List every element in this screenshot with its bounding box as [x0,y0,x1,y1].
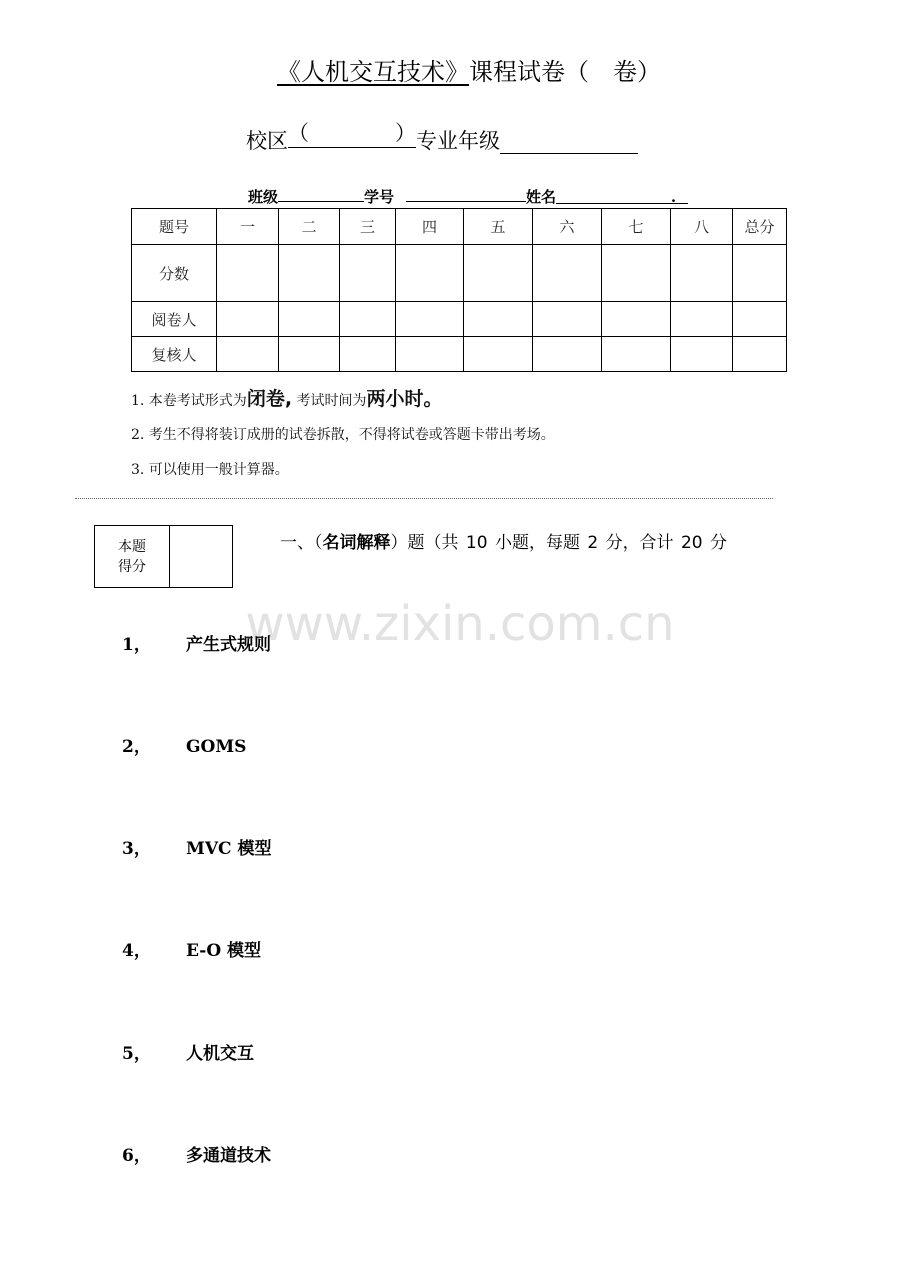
checker-cell[interactable] [602,337,671,372]
name-label: 姓名 [526,188,557,206]
checker-cell[interactable] [733,337,787,372]
score-box-field[interactable] [170,526,232,587]
checker-cell[interactable] [671,337,733,372]
score-table-col-1: 一 [217,209,279,245]
checker-cell[interactable] [464,337,533,372]
campus-label: 校区 [246,129,288,153]
score-cell[interactable] [671,245,733,302]
checker-cell[interactable] [533,337,602,372]
table-row [132,245,787,302]
id-field[interactable] [406,186,526,202]
score-table-header-label: 题号 [132,209,217,245]
score-table-col-3: 三 [340,209,396,245]
campus-line [246,117,638,155]
score-table-header-row [132,209,787,245]
score-table-col-5: 五 [464,209,533,245]
course-name: 《人机交互技术》 [277,58,469,86]
major-label: 专业年级 [416,129,500,153]
exam-title [0,52,920,87]
score-cell[interactable] [279,245,340,302]
reviewer-row-label: 阅卷人 [132,302,217,337]
student-info-line [248,186,688,207]
checker-row-label: 复核人 [132,337,217,372]
campus-field[interactable]: （ ） [288,117,416,148]
checker-cell[interactable] [396,337,464,372]
table-row [132,337,787,372]
reviewer-cell[interactable] [464,302,533,337]
reviewer-cell[interactable] [340,302,396,337]
watermark: www.zixin.com.cn [245,596,675,652]
score-table-col-6: 六 [533,209,602,245]
checker-cell[interactable] [217,337,279,372]
score-cell[interactable] [733,245,787,302]
checker-cell[interactable] [279,337,340,372]
section-heading: 一、（名词解释）题（共 10 小题，每题 2 分，合计 20 分 [280,533,728,553]
checker-cell[interactable] [340,337,396,372]
reviewer-cell[interactable] [533,302,602,337]
list-item: 3， MVC 模型 [122,839,272,859]
section-name: 名词解释 [322,533,391,553]
note-2: 2. 考生不得将装订成册的试卷拆散，不得将试卷或答题卡带出考场。 [131,427,555,443]
score-table-col-8: 八 [671,209,733,245]
score-table-col-2: 二 [279,209,340,245]
score-cell[interactable] [533,245,602,302]
class-label: 班级 [248,188,279,206]
score-table-col-total: 总分 [733,209,787,245]
note-3: 3. 可以使用一般计算器。 [131,462,289,478]
note-1: 1. 本卷考试形式为闭卷, 考试时间为两小时。 [131,388,443,410]
section-score-box [94,525,233,588]
score-table-col-4: 四 [396,209,464,245]
major-field[interactable] [500,129,638,154]
list-item: 4， E-O 模型 [122,941,262,961]
reviewer-cell[interactable] [733,302,787,337]
list-item: 6， 多通道技术 [122,1146,271,1166]
table-row [132,302,787,337]
score-table-col-7: 七 [602,209,671,245]
list-item: 5， 人机交互 [122,1044,254,1064]
reviewer-cell[interactable] [217,302,279,337]
title-rest: 课程试卷（ 卷） [469,58,661,86]
score-cell[interactable] [602,245,671,302]
reviewer-cell[interactable] [671,302,733,337]
id-label: 学号 [364,188,395,206]
score-box-label: 本题 得分 [95,526,170,587]
class-field[interactable] [278,186,364,202]
reviewer-cell[interactable] [279,302,340,337]
list-item: 2， GOMS [122,737,247,757]
score-row-label: 分数 [132,245,217,302]
score-cell[interactable] [396,245,464,302]
reviewer-cell[interactable] [602,302,671,337]
name-field[interactable]: . [556,188,688,204]
cut-line-divider [75,498,773,499]
reviewer-cell[interactable] [396,302,464,337]
score-table [131,208,787,372]
score-cell[interactable] [340,245,396,302]
score-cell[interactable] [217,245,279,302]
score-cell[interactable] [464,245,533,302]
list-item: 1， 产生式规则 [122,635,271,655]
